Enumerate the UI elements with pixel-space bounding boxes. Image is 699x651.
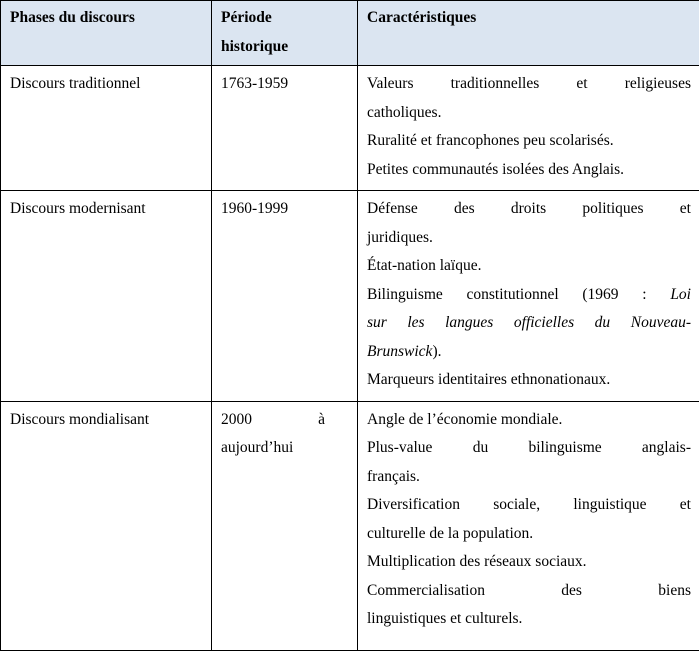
period-cell — [212, 401, 358, 650]
period-cell — [212, 66, 358, 191]
characteristic-line: linguistiques et culturels. — [367, 605, 691, 634]
characteristic-line: État-nation laïque. — [367, 252, 691, 281]
header-phases — [1, 1, 212, 66]
period-text: 2000 à — [221, 406, 325, 435]
characteristic-line: Marqueurs identitaires ethnonationaux. — [367, 366, 691, 395]
header-phases-label: Phases du discours — [10, 4, 203, 33]
header-characteristics — [358, 1, 699, 66]
period-text: 1960-1999 — [221, 195, 349, 224]
phase-name: Discours traditionnel — [10, 70, 203, 99]
characteristic-line — [367, 338, 691, 367]
characteristics-cell — [358, 401, 699, 650]
characteristic-line: juridiques. — [367, 224, 691, 253]
table-row — [1, 401, 699, 650]
characteristic-line — [367, 309, 691, 338]
characteristics-cell — [358, 191, 699, 402]
characteristic-line: Diversification sociale, linguistique et — [367, 491, 691, 520]
bilinguisme-suffix: ). — [432, 343, 441, 360]
law-title-part1: Loi — [670, 286, 691, 303]
header-row — [1, 1, 699, 66]
law-title-part2: sur les langues officielles du Nouveau- — [367, 314, 691, 331]
law-title-part3: Brunswick — [367, 343, 432, 360]
period-text: aujourd’hui — [221, 434, 325, 463]
header-period-label-line2: historique — [221, 33, 349, 62]
characteristic-line: Multiplication des réseaux sociaux. — [367, 548, 691, 577]
characteristic-line: français. — [367, 463, 691, 492]
table-row — [1, 191, 699, 402]
header-period — [212, 1, 358, 66]
characteristic-line: Plus-value du bilinguisme anglais- — [367, 434, 691, 463]
characteristic-line — [367, 281, 691, 310]
header-characteristics-label: Caractéristiques — [367, 4, 691, 33]
characteristic-line: culturelle de la population. — [367, 520, 691, 549]
characteristics-cell — [358, 66, 699, 191]
characteristic-line: Commercialisation des biens — [367, 577, 691, 606]
period-cell — [212, 191, 358, 402]
phase-cell — [1, 66, 212, 191]
characteristic-line: Valeurs traditionnelles et religieuses — [367, 70, 691, 99]
phase-cell — [1, 191, 212, 402]
header-period-label-line1: Période — [221, 4, 349, 33]
phase-name: Discours mondialisant — [10, 406, 203, 435]
bilinguisme-prefix: Bilinguisme constitutionnel (1969 : — [367, 286, 670, 303]
table-row — [1, 66, 699, 191]
phase-cell — [1, 401, 212, 650]
phase-name: Discours modernisant — [10, 195, 203, 224]
characteristic-line: Ruralité et francophones peu scolarisés. — [367, 127, 691, 156]
period-text: 1763-1959 — [221, 70, 349, 99]
characteristic-line: Petites communautés isolées des Anglais. — [367, 156, 691, 185]
characteristic-line: Angle de l’économie mondiale. — [367, 406, 691, 435]
characteristic-line: catholiques. — [367, 99, 691, 128]
characteristic-line: Défense des droits politiques et — [367, 195, 691, 224]
